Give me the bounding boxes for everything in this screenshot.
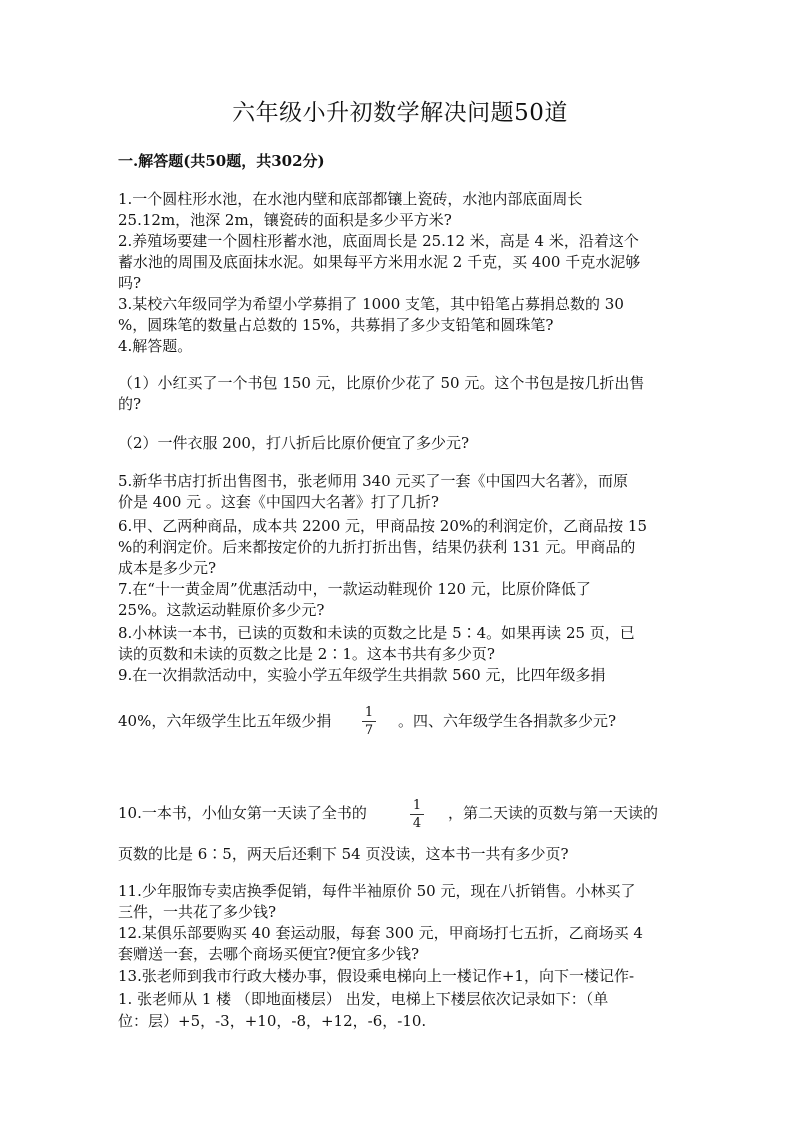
text-line: 吗?	[118, 274, 142, 292]
text-line: 三件，一共花了多少钱?	[118, 903, 277, 921]
text-line: （1）小红买了一个书包 150 元，比原价少花了 50 元。这个书包是按几折出售	[118, 374, 645, 392]
text-line: （2）一件衣服 200，打八折后比原价便宜了多少元?	[118, 434, 469, 452]
section-heading: 一.解答题(共50题，共302分)	[118, 152, 325, 170]
text-line: 40%，六年级学生比五年级少捐	[118, 712, 332, 730]
text-line: 价是 400 元 。这套《中国四大名著》打了几折?	[118, 493, 439, 511]
text-line: 12.某俱乐部要购买 40 套运动服，每套 300 元，甲商场打七五折，乙商场买 4	[118, 924, 643, 942]
text-line: 11.少年服饰专卖店换季促销，每件半袖原价 50 元，现在八折销售。小林买了	[118, 882, 636, 900]
fraction-denominator: 4	[412, 816, 422, 831]
fraction-one-fourth	[408, 798, 426, 831]
text-line: %，圆珠笔的数量占总数的 15%，共募捐了多少支铅笔和圆珠笔?	[118, 316, 554, 334]
text-line: 5.新华书店打折出售图书，张老师用 340 元买了一套《中国四大名著》，而原	[118, 472, 628, 490]
text-line: 2.养殖场要建一个圆柱形蓄水池，底面周长是 25.12 米，高是 4 米，沿着这个	[118, 232, 639, 250]
fraction-numerator: 1	[364, 705, 374, 720]
fraction-one-seventh	[360, 705, 378, 738]
text-line: %的利润定价。后来都按定价的九折打折出售，结果仍获利 131 元。甲商品的	[118, 538, 636, 556]
text-line: 25%。这款运动鞋原价多少元?	[118, 601, 325, 619]
text-line: 6.甲、乙两种商品，成本共 2200 元，甲商品按 20%的利润定价，乙商品按 15	[118, 517, 647, 535]
text-line: 4.解答题。	[118, 337, 193, 355]
page-title: 六年级小升初数学解决问题50道	[232, 100, 568, 126]
text-line: 成本是多少元?	[118, 559, 217, 577]
text-line: 3.某校六年级同学为希望小学募捐了 1000 支笔，其中铅笔占募捐总数的 30	[118, 295, 624, 313]
fraction-denominator: 7	[364, 723, 374, 738]
text-line: 套赠送一套，去哪个商场买便宜?便宜多少钱?	[118, 945, 420, 963]
fraction-bar	[410, 814, 424, 815]
text-line: 25.12m，池深 2m，镶瓷砖的面积是多少平方米?	[118, 211, 452, 229]
text-line: 1. 张老师从 1 楼 （即地面楼层） 出发，电梯上下楼层依次记录如下：（单	[118, 990, 609, 1008]
fraction-numerator: 1	[412, 798, 422, 813]
text-line: ，第二天读的页数与第一天读的	[448, 804, 659, 822]
text-line: 13.张老师到我市行政大楼办事，假设乘电梯向上一楼记作+1，向下一楼记作-	[118, 967, 635, 985]
text-line: 。四、六年级学生各捐款多少元?	[398, 712, 617, 730]
fraction-bar	[362, 721, 376, 722]
text-line: 页数的比是 6∶5，两天后还剩下 54 页没读，这本书一共有多少页?	[118, 845, 569, 863]
text-line: 9.在一次捐款活动中，实验小学五年级学生共捐款 560 元，比四年级多捐	[118, 666, 606, 684]
text-line: 8.小林读一本书，已读的页数和未读的页数之比是 5∶4。如果再读 25 页，已	[118, 624, 635, 642]
text-line: 读的页数和未读的页数之比是 2∶1。这本书共有多少页?	[118, 645, 495, 663]
text-line: 位：层）+5，-3，+10，-8，+12，-6，-10.	[118, 1012, 427, 1030]
text-line: 10.一本书，小仙女第一天读了全书的	[118, 804, 367, 822]
text-line: 7.在“十一黄金周”优惠活动中，一款运动鞋现价 120 元，比原价降低了	[118, 580, 591, 598]
text-line: 1.一个圆柱形水池，在水池内壁和底部都镶上瓷砖，水池内部底面周长	[118, 190, 583, 208]
text-line: 的?	[118, 395, 142, 413]
text-line: 蓄水池的周围及底面抹水泥。如果每平方米用水泥 2 千克，买 400 千克水泥够	[118, 253, 641, 271]
